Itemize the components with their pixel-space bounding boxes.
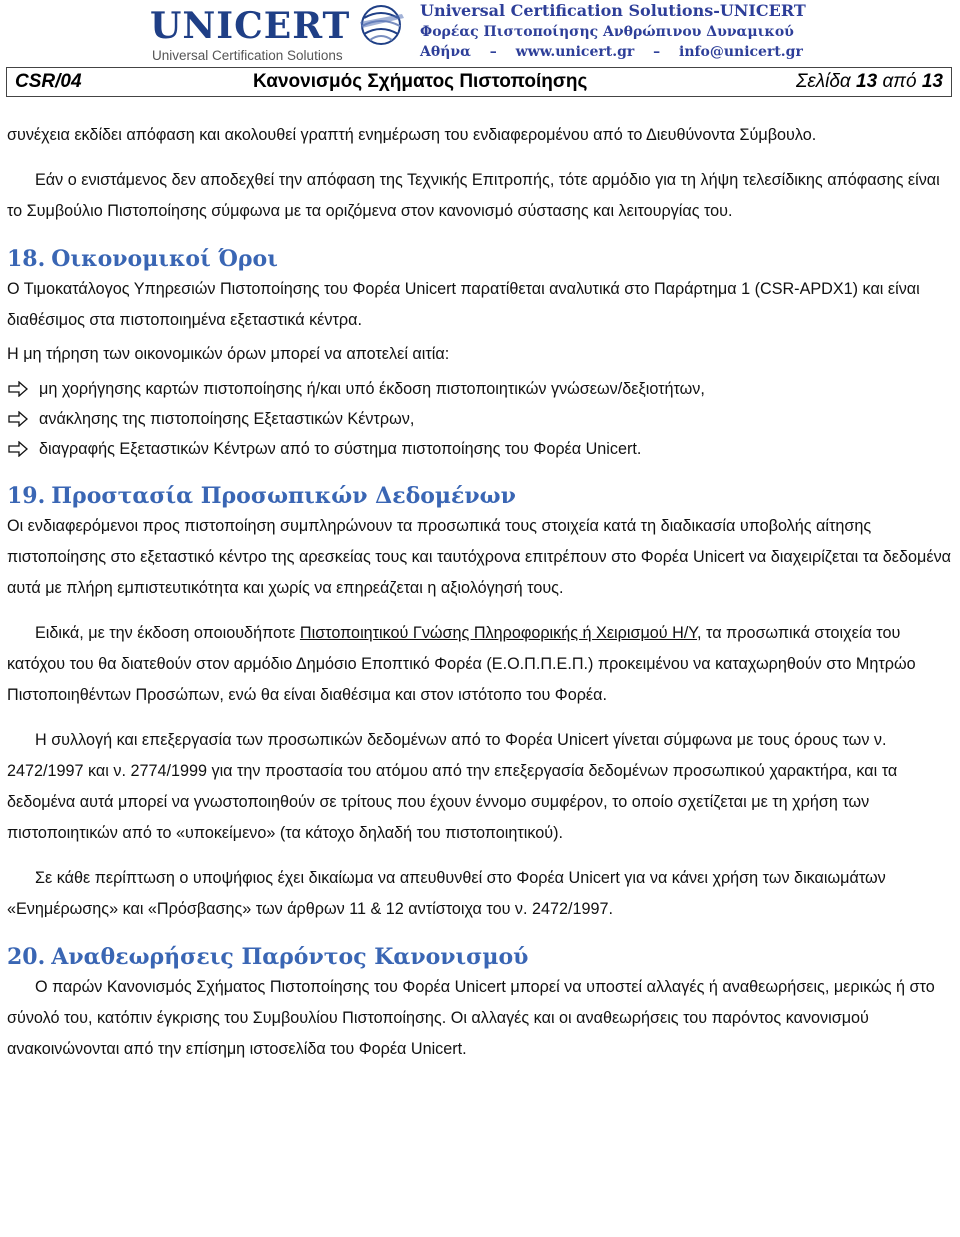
paragraph: Ο παρών Κανονισμός Σχήματος Πιστοποίησης του Φορέα Unicert μπορεί να υποστεί αλλαγές ή αναθεωρήσεις, μερικώς ή στο σύνολό του, κατόπιν έγκρισης του Συμβουλίου Πιστοποίησης. Οι αλλαγές και οι αναθεωρήσεις του παρόντος κανονισμού ανακοινώνονται από την επίσημη ιστοσελίδα του Φορέα Unicert. <box>7 978 935 1058</box>
paragraph: Η μη τήρηση των οικονομικών όρων μπορεί να αποτελεί αιτία: <box>7 345 450 363</box>
list-item <box>7 434 952 464</box>
paragraph-text: Ειδικά, με την έκδοση οποιουδήποτε <box>35 624 296 642</box>
section-heading-19 <box>7 481 952 511</box>
list-item <box>7 374 952 404</box>
logo-tagline: Universal Certification Solutions <box>152 48 343 63</box>
org-city: Αθήνα <box>420 44 471 60</box>
paragraph: Η συλλογή και επεξεργασία των προσωπικών δεδομένων από το Φορέα Unicert γίνεται σύμφωνα με τους όρους των ν. 2472/1997 και ν. 2774/1999 για την προστασία του ατόμου από την επεξεργασία δεδομένων προσωπικού χαρακτήρα, και τα δεδομένα αυτά μπορεί να γνωστοποιηθούν σε τρίτους που έχουν έννομο συμφέρον, το οποίο σχετίζεται με τη χρήση των πιστοποιητικών από το «υποκείμενο» (τα κάτοχο δηλαδή του πιστοποιητικού). <box>7 731 898 842</box>
page-total: 13 <box>921 71 943 92</box>
page-prefix: Σελίδα <box>796 71 851 92</box>
page-number: 13 <box>856 71 878 92</box>
section-number: 20. <box>7 944 46 970</box>
certificate-link[interactable]: Πιστοποιητικού Γνώσης Πληροφορικής ή Χειρισμού Η/Υ <box>299 624 698 642</box>
section-title: Οικονομικοί Όροι <box>51 246 278 272</box>
org-subtitle: Φορέας Πιστοποίησης Ανθρώπινου Δυναμικού <box>420 24 794 40</box>
paragraph: συνέχεια εκδίδει απόφαση και ακολουθεί γραπτή ενημέρωση του ενδιαφερομένου από το Διευθύνοντα Σύμβουλο. <box>7 126 817 144</box>
arrow-right-icon <box>7 381 29 397</box>
arrow-right-icon <box>7 411 29 427</box>
section-title: Αναθεωρήσεις Παρόντος Κανονισμού <box>51 944 529 970</box>
consequences-list <box>7 374 952 464</box>
page-indicator <box>796 71 943 93</box>
separator: – <box>653 44 661 60</box>
email-link[interactable]: info@unicert.gr <box>679 44 803 60</box>
section-heading-20 <box>7 942 952 972</box>
list-item <box>7 404 952 434</box>
section-number: 18. <box>7 246 46 272</box>
page-header <box>0 0 960 68</box>
logo-wordmark: UNICERT <box>150 5 351 47</box>
section-number: 19. <box>7 483 46 509</box>
globe-icon <box>352 4 410 46</box>
document-title: Κανονισμός Σχήματος Πιστοποίησης <box>253 71 588 92</box>
page-of: από <box>882 71 917 92</box>
org-contact <box>420 42 840 62</box>
section-heading-18 <box>7 244 952 274</box>
paragraph: Σε κάθε περίπτωση ο υποψήφιος έχει δικαίωμα να απευθυνθεί στο Φορέα Unicert για να κάνει χρήση των δικαιωμάτων «Ενημέρωσης» και «Πρόσβασης» των άρθρων 11 & 12 αντίστοιχα του ν. 2472/1997. <box>7 869 886 918</box>
org-name: Universal Certification Solutions-UNICERT <box>420 1 806 20</box>
website-link[interactable]: www.unicert.gr <box>515 44 635 60</box>
list-item-text: μη χορήγησης καρτών πιστοποίησης ή/και υπό έκδοση πιστοποιητικών γνώσεων/δεξιοτήτων, <box>39 380 705 398</box>
paragraph: Οι ενδιαφερόμενοι προς πιστοποίηση συμπληρώνουν τα προσωπικά τους στοιχεία κατά τη διαδικασία υποβολής αίτησης πιστοποίησης στο εξεταστικό κέντρο της αρεσκείας τους και ταυτόχρονα επιτρέπουν στο Φορέα Unicert να διαχειρίζεται τα δεδομένα αυτά με πλήρη εμπιστευτικότητα και χωρίς να επηρεάζεται η αξιολόγησή τους. <box>7 517 952 597</box>
org-contact-block <box>420 0 840 62</box>
paragraph <box>7 618 952 711</box>
document-body <box>7 120 952 1065</box>
document-code: CSR/04 <box>15 71 82 92</box>
separator: – <box>489 44 497 60</box>
paragraph: Ο Τιμοκατάλογος Υπηρεσιών Πιστοποίησης του Φορέα Unicert παρατίθεται αναλυτικά στο Παράρτημα 1 (CSR-APDX1) και είναι διαθέσιμος στα πιστοποιημένα εξεταστικά κέντρα. <box>7 280 920 329</box>
section-title: Προστασία Προσωπικών Δεδομένων <box>51 483 516 509</box>
list-item-text: ανάκλησης της πιστοποίησης Εξεταστικών Κέντρων, <box>39 410 415 428</box>
arrow-right-icon <box>7 441 29 457</box>
paragraph: Εάν ο ενιστάμενος δεν αποδεχθεί την απόφαση της Τεχνικής Επιτροπής, τότε αρμόδιο για τη λήψη τελεσίδικης απόφασης είναι το Συμβούλιο Πιστοποίησης σύμφωνα με τα οριζόμενα στον κανονισμό σύστασης και λειτουργίας του. <box>7 171 940 220</box>
unicert-logo <box>150 4 412 66</box>
paragraph-text: , τα προσωπικά στοιχεία του κατόχου του θα διατεθούν στον αρμόδιο Δημόσιο Εποπτικό Φορέα (Ε.Ο.Π.Π.Ε.Π.) προκειμένου να καταχωρηθούν στο Μητρώο Πιστοποιηθέντων Προσώπων, ενώ θα είναι διαθέσιμα και στον ιστότοπο του Φορέα. <box>7 624 916 704</box>
list-item-text: διαγραφής Εξεταστικών Κέντρων από το σύστημα πιστοποίησης του Φορέα Unicert. <box>39 440 642 458</box>
document-title-bar <box>6 67 952 97</box>
